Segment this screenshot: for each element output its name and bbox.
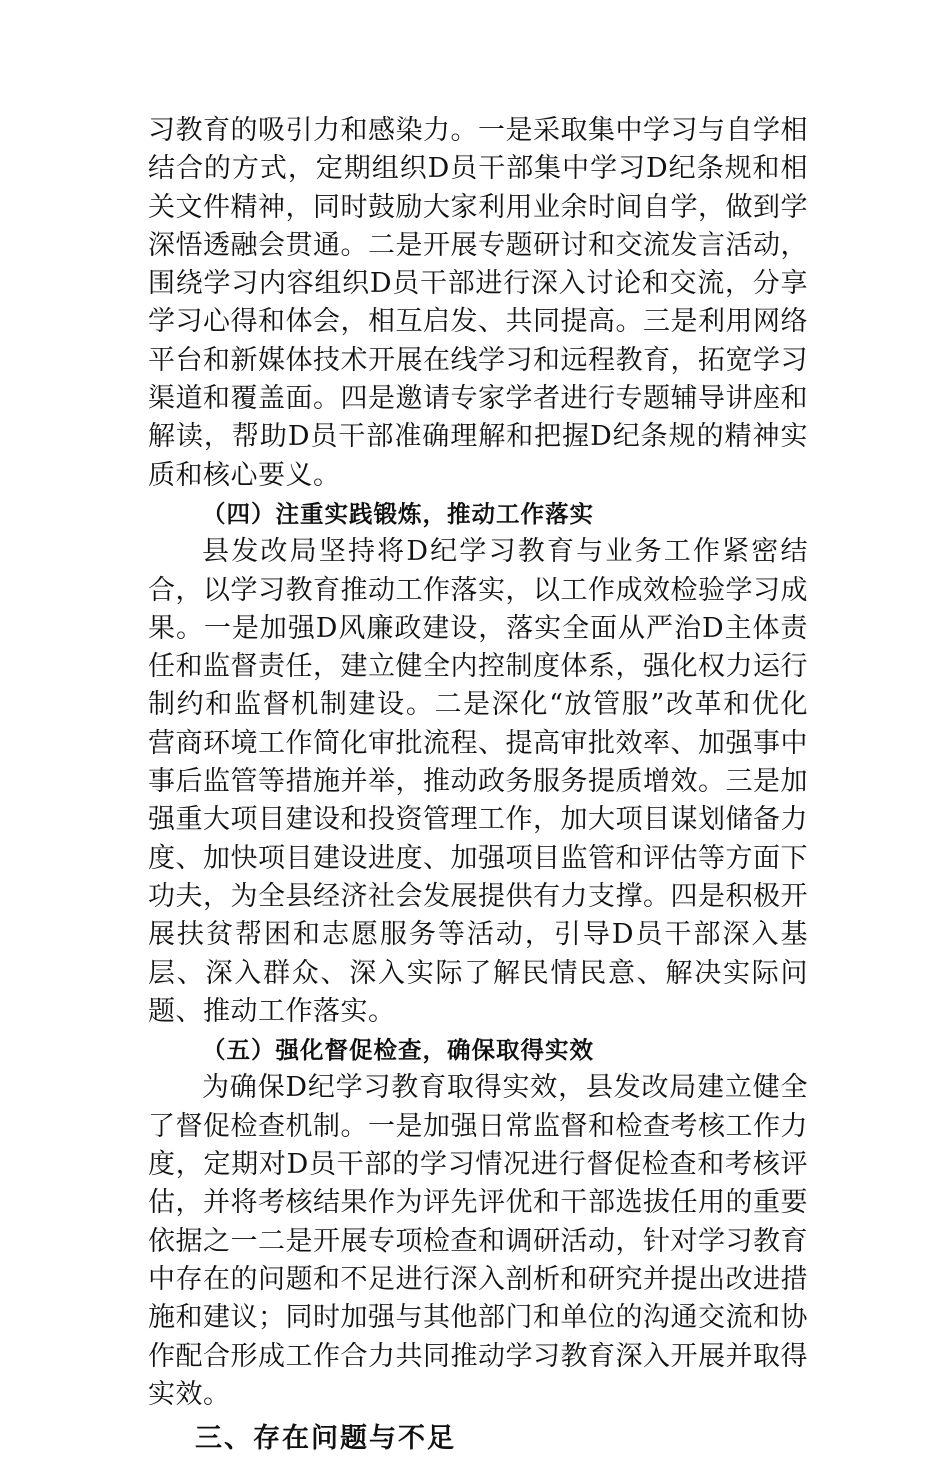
document-body: [148, 112, 808, 1458]
subheading-practice: （四）注重实践锻炼，推动工作落实: [202, 499, 594, 528]
paragraph-study-methods: 习教育的吸引力和感染力。一是采取集中学习与自学相结合的方式，定期组织D员干部集中学习D纪条规和相关文件精神，同时鼓励大家利用业余时间自学，做到学深悟透融会贯通。二是开展专题研讨和交流发言活动，围绕学习内容组织D员干部进行深入讨论和交流，分享学习心得和体会，相互启发、共同提高。三是利用网络平台和新媒体技术开展在线学习和远程教育，拓宽学习渠道和覆盖面。四是邀请专家学者进行专题辅导讲座和解读，帮助D员干部准确理解和把握D纪条规的精神实质和核心要义。: [148, 115, 808, 491]
paragraph-practice: 县发改局坚持将D纪学习教育与业务工作紧密结合，以学习教育推动工作落实，以工作成效检验学习成果。一是加强D风廉政建设，落实全面从严治D主体责任和监督责任，建立健全内控制度体系，强化权力运行制约和监督机制建设。二是深化“放管服”改革和优化营商环境工作简化审批流程、提高审批效率、加强事中事后监管等措施并举，推动政务服务提质增效。三是加强重大项目建设和投资管理工作，加大项目谋划储备力度、加快项目建设进度、加强项目监管和评估等方面下功夫，为全县经济社会发展提供有力支撑。四是积极开展扶贫帮困和志愿服务等活动，引导D员干部深入基层、深入群众、深入实际了解民情民意、解决实际问题、推动工作落实。: [148, 536, 808, 1027]
subheading-supervision: （五）强化督促检查，确保取得实效: [202, 1036, 594, 1065]
paragraph-supervision: 为确保D纪学习教育取得实效，县发改局建立健全了督促检查机制。一是加强日常监督和检查考核工作力度，定期对D员干部的学习情况进行督促检查和考核评估，并将考核结果作为评先评优和干部选拔任用的重要依据之一二是开展专项检查和调研活动，针对学习教育中存在的问题和不足进行深入剖析和研究并提出改进措施和建议；同时加强与其他部门和单位的沟通交流和协作配合形成工作合力共同推动学习教育深入开展并取得实效。: [148, 1072, 808, 1410]
section-heading-problems: 三、存在问题与不足: [195, 1423, 456, 1455]
